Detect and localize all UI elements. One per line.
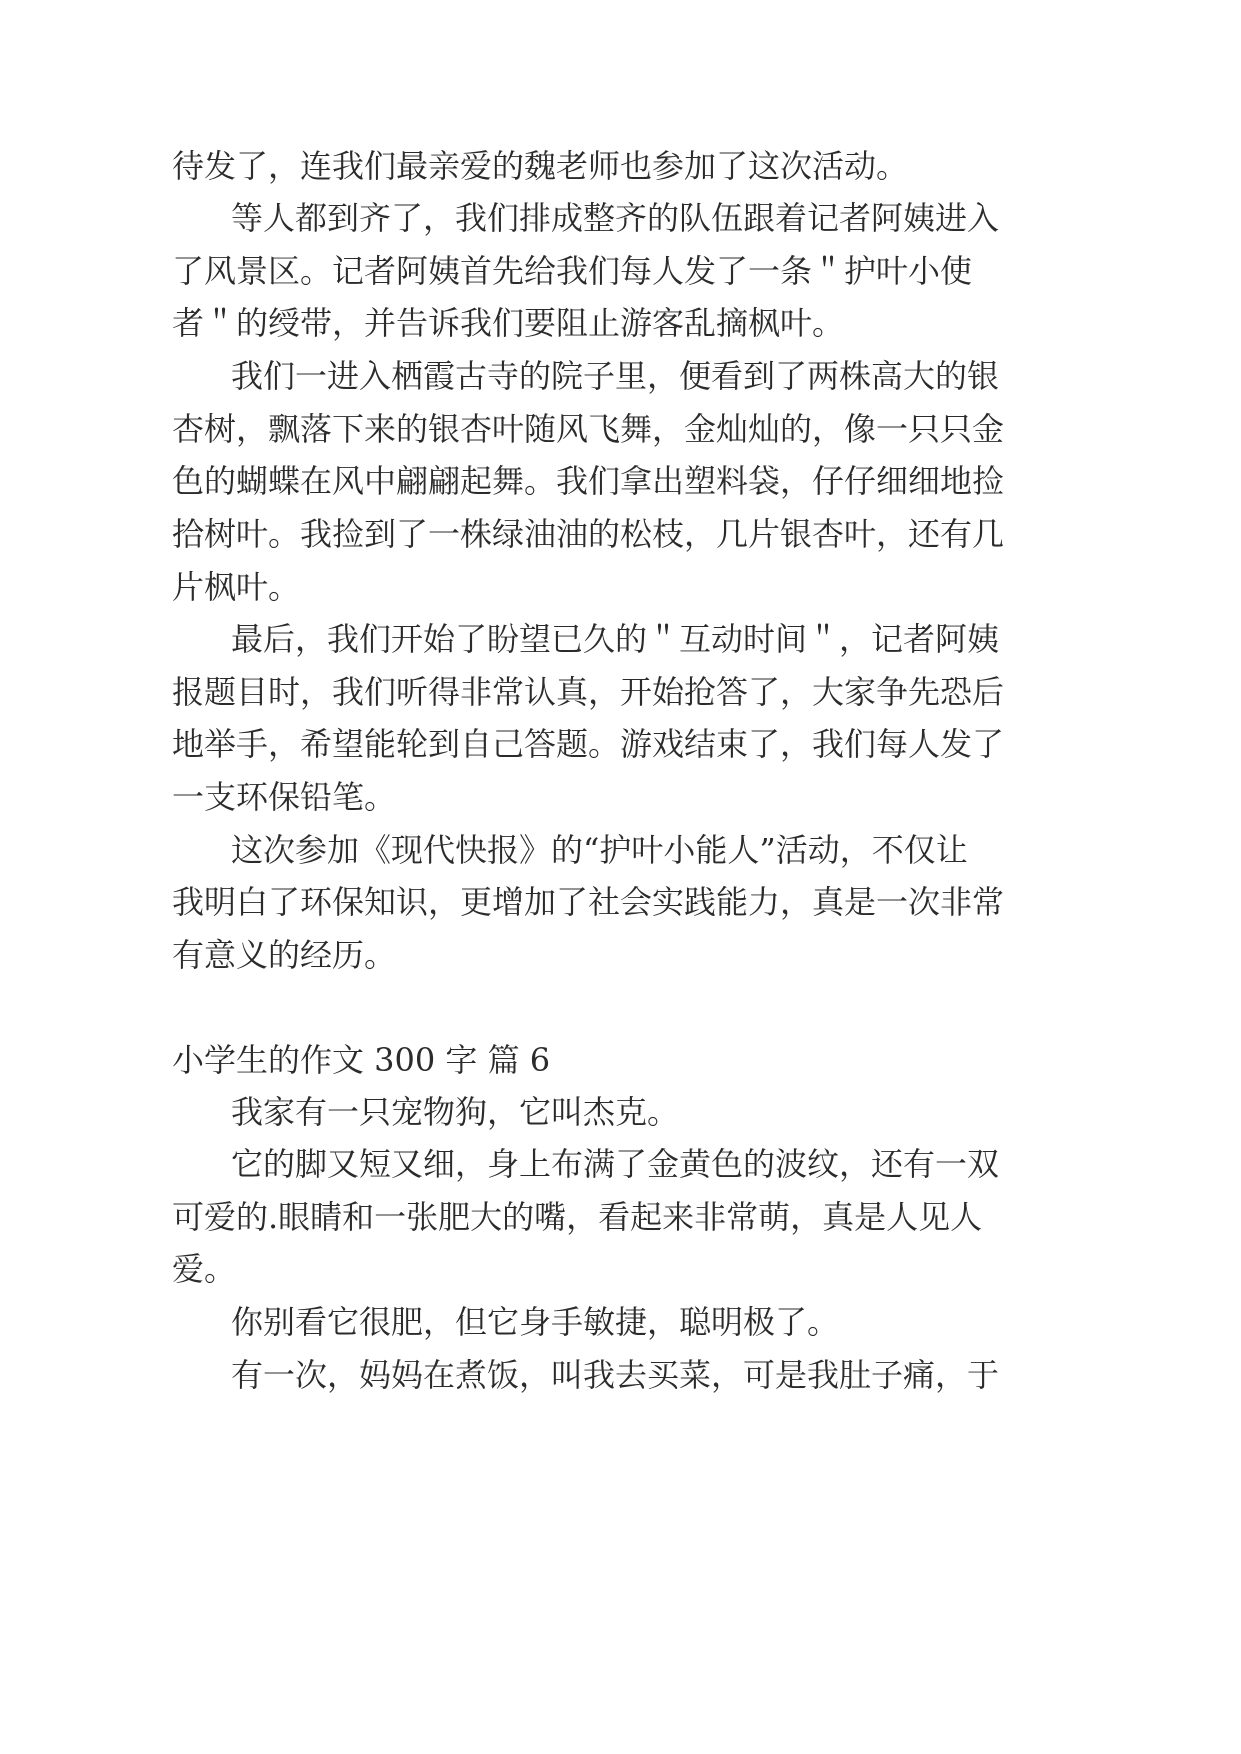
text-line: 者＂的绶带，并告诉我们要阻止游客乱摘枫叶。: [172, 304, 845, 342]
text-line: 等人都到齐了，我们排成整齐的队伍跟着记者阿姨进入: [231, 199, 1000, 237]
text-line: 有意义的经历。: [172, 936, 397, 974]
text-line: 我们一进入栖霞古寺的院子里，便看到了两株高大的银: [231, 357, 1000, 395]
text-line: 有一次，妈妈在煮饭，叫我去买菜，可是我肚子痛，于: [231, 1356, 1000, 1394]
text-line: 地举手，希望能轮到自己答题。游戏结束了，我们每人发了: [172, 725, 1005, 763]
section-heading: 小学生的作文 300 字 篇 6: [172, 1041, 551, 1079]
text-line: 最后，我们开始了盼望已久的＂互动时间＂，记者阿姨: [231, 620, 1000, 658]
text-line: 待发了，连我们最亲爱的魏老师也参加了这次活动。: [172, 147, 909, 185]
text-line: 拾树叶。我捡到了一株绿油油的松枝，几片银杏叶，还有几: [172, 515, 1005, 553]
text-line: 片枫叶。: [172, 568, 301, 606]
text-line: 这次参加《现代快报》的“护叶小能人”活动，不仅让: [231, 831, 968, 869]
text-line: 一支环保铅笔。: [172, 778, 397, 816]
text-line: 爱。: [172, 1250, 237, 1288]
text-line: 它的脚又短又细，身上布满了金黄色的波纹，还有一双: [231, 1145, 1000, 1183]
text-line: 我明白了环保知识，更增加了社会实践能力，真是一次非常: [172, 883, 1005, 921]
text-line: 杏树，飘落下来的银杏叶随风飞舞，金灿灿的，像一只只金: [172, 410, 1005, 448]
text-line: 我家有一只宠物狗，它叫杰克。: [231, 1093, 680, 1131]
text-line: 色的蝴蝶在风中翩翩起舞。我们拿出塑料袋，仔仔细细地捡: [172, 462, 1005, 500]
text-line: 你别看它很肥，但它身手敏捷，聪明极了。: [231, 1303, 840, 1341]
text-line: 可爱的.眼睛和一张肥大的嘴，看起来非常萌，真是人见人: [172, 1198, 983, 1236]
text-line: 了风景区。记者阿姨首先给我们每人发了一条＂护叶小使: [172, 252, 973, 290]
text-line: 报题目时，我们听得非常认真，开始抢答了，大家争先恐后: [172, 673, 1005, 711]
